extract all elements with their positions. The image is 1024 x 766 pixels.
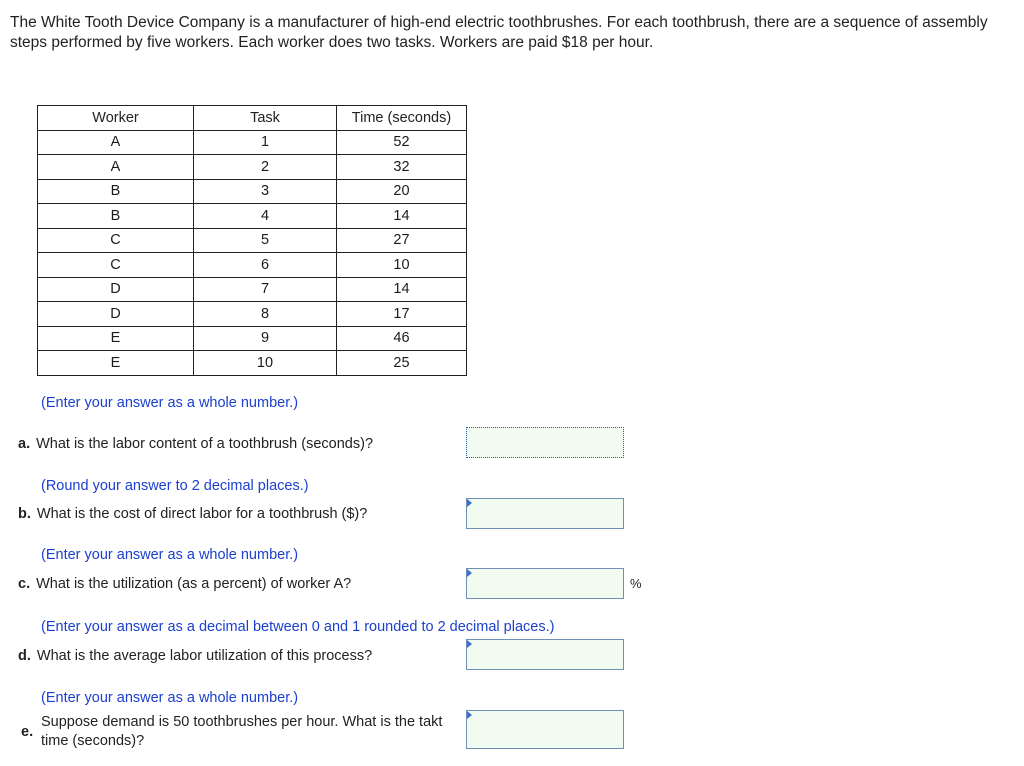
cell-worker: E — [38, 326, 194, 351]
question-a — [18, 436, 373, 452]
question-d-letter: d. — [18, 648, 31, 664]
question-e-text: Suppose demand is 50 toothbrushes per hour. What is the takt time (seconds)? — [41, 714, 443, 749]
cell-worker: D — [38, 277, 194, 302]
table-row — [38, 351, 467, 376]
table-header-row — [38, 106, 467, 131]
question-e-letter: e. — [21, 724, 34, 740]
cell-time: 10 — [337, 253, 467, 278]
hint-b: (Round your answer to 2 decimal places.) — [41, 478, 309, 494]
question-a-letter: a. — [18, 436, 31, 452]
cell-worker: A — [38, 155, 194, 180]
table-row — [38, 302, 467, 327]
header-task: Task — [194, 106, 337, 131]
question-c-text: What is the utilization (as a percent) of worker A? — [36, 576, 352, 592]
cell-task: 7 — [194, 277, 337, 302]
hint-d: (Enter your answer as a decimal between 0 and 1 rounded to 2 decimal places.) — [41, 619, 555, 635]
cell-task: 5 — [194, 228, 337, 253]
cell-task: 6 — [194, 253, 337, 278]
answer-b-input[interactable] — [467, 499, 623, 528]
question-d — [18, 648, 372, 664]
cell-task: 1 — [194, 130, 337, 155]
cell-time: 32 — [337, 155, 467, 180]
cell-task: 10 — [194, 351, 337, 376]
cell-time: 20 — [337, 179, 467, 204]
cell-time: 27 — [337, 228, 467, 253]
cell-task: 8 — [194, 302, 337, 327]
answer-c-input[interactable] — [467, 569, 623, 598]
table-row — [38, 277, 467, 302]
cell-time: 25 — [337, 351, 467, 376]
hint-a: (Enter your answer as a whole number.) — [41, 395, 299, 411]
hint-e: (Enter your answer as a whole number.) — [41, 690, 299, 706]
cell-worker: D — [38, 302, 194, 327]
answer-e-box[interactable] — [466, 710, 624, 749]
table-row — [38, 326, 467, 351]
cell-worker: C — [38, 253, 194, 278]
cell-time: 17 — [337, 302, 467, 327]
cell-task: 3 — [194, 179, 337, 204]
percent-unit: % — [630, 576, 642, 591]
question-d-text: What is the average labor utilization of this process? — [36, 648, 373, 664]
header-time: Time (seconds) — [337, 106, 467, 131]
question-c — [18, 576, 351, 592]
answer-c-box[interactable] — [466, 568, 624, 599]
question-b — [18, 506, 367, 522]
cell-time: 46 — [337, 326, 467, 351]
cell-worker: A — [38, 130, 194, 155]
answer-d-input[interactable] — [467, 640, 623, 669]
question-a-text: What is the labor content of a toothbrush (seconds)? — [36, 436, 374, 452]
question-b-text: What is the cost of direct labor for a toothbrush ($)? — [36, 506, 368, 522]
table-row — [38, 204, 467, 229]
answer-a-input[interactable] — [467, 428, 623, 457]
cell-worker: C — [38, 228, 194, 253]
cell-task: 2 — [194, 155, 337, 180]
answer-a-box[interactable] — [466, 427, 624, 458]
table-row — [38, 155, 467, 180]
cell-worker: E — [38, 351, 194, 376]
table-row — [38, 130, 467, 155]
cell-time: 52 — [337, 130, 467, 155]
answer-e-input[interactable] — [467, 711, 623, 748]
question-b-letter: b. — [18, 506, 31, 522]
cell-time: 14 — [337, 204, 467, 229]
answer-b-box[interactable] — [466, 498, 624, 529]
task-time-table — [37, 105, 467, 376]
cell-task: 4 — [194, 204, 337, 229]
hint-c: (Enter your answer as a whole number.) — [41, 547, 299, 563]
problem-intro: The White Tooth Device Company is a manufacturer of high-end electric toothbrushes. For each toothbrush, there are a sequence of assembly steps performed by five workers. Each worker does two tasks. Workers are paid $18 per hour. — [10, 14, 988, 51]
answer-d-box[interactable] — [466, 639, 624, 670]
header-worker: Worker — [38, 106, 194, 131]
cell-worker: B — [38, 179, 194, 204]
table-row — [38, 228, 467, 253]
cell-task: 9 — [194, 326, 337, 351]
cell-time: 14 — [337, 277, 467, 302]
table-row — [38, 179, 467, 204]
question-c-letter: c. — [18, 576, 31, 592]
table-row — [38, 253, 467, 278]
cell-worker: B — [38, 204, 194, 229]
